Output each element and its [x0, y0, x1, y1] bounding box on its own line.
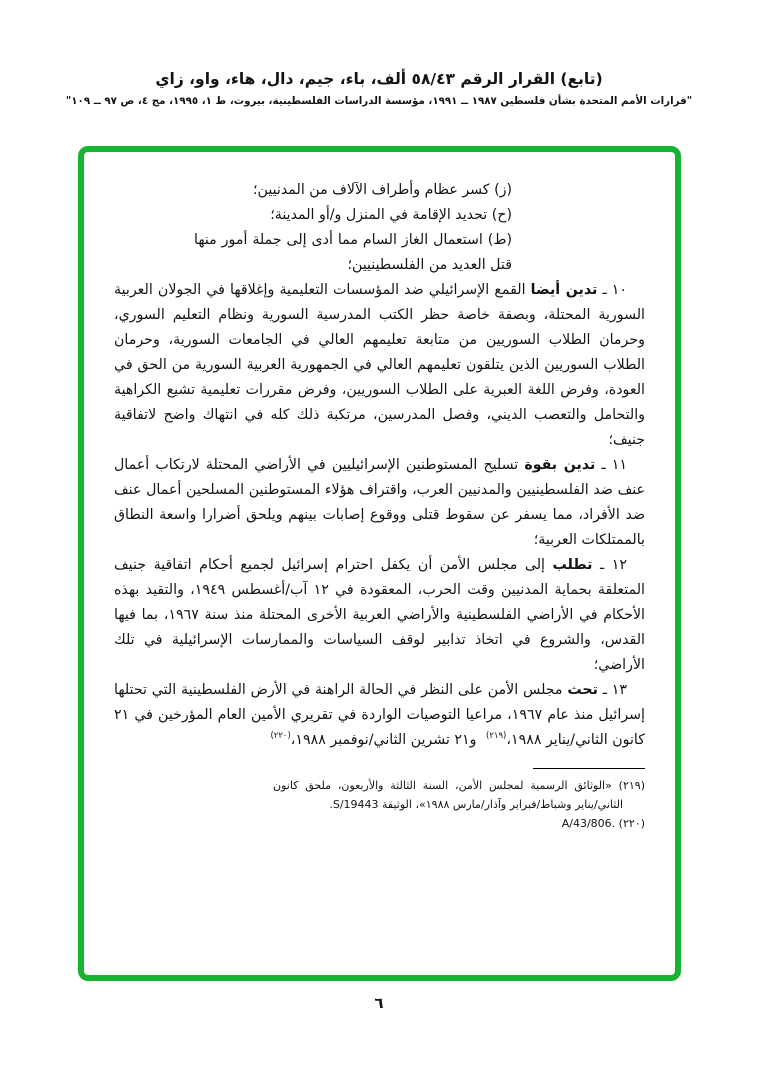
subitem-marker: (ط) — [487, 232, 512, 248]
footnotes-section — [273, 768, 645, 833]
paragraph-text-continued: و٢١ تشرين الثاني/نوفمبر ١٩٨٨، — [290, 732, 477, 748]
subitem-z — [194, 178, 512, 203]
paragraph-text: تسليح المستوطنين الإسرائيليين في الأراضي المحتلة لارتكاب أعمال عنف ضد الفلسطينيين والمدنيين العرب، واقتراف هؤلاء المستوطنين المسلحين أعمال عنف ضد الأفراد، مما يسفر عن سقوط قتلى ووقوع إصابات بينهم ويلحق أضرارا واسعة النطاق بالممتلكات العربية؛ — [114, 457, 645, 548]
footnote-marker: (٢٢٠) — [618, 817, 645, 830]
paragraph-lead: تدين أيضا — [530, 282, 598, 298]
footnote-separator — [533, 768, 645, 769]
paragraph-number: ١٠ ـ — [602, 282, 627, 298]
footnote-220 — [273, 814, 645, 833]
paragraph-13 — [114, 678, 645, 753]
subitem-marker: (ز) — [494, 182, 512, 198]
paragraph-number: ١٢ ـ — [600, 557, 627, 573]
footnote-text: A/43/806.‎ — [561, 817, 616, 830]
paragraph-12 — [114, 553, 645, 678]
footnote-text: «الوثائق الرسمية لمجلس الأمن، السنة الثالثة والأربعون، ملحق كانون الثاني/يناير وشباط/فبراير وآذار/مارس ١٩٨٨»، الوثيقة S/19443. — [273, 779, 623, 811]
paragraph-10 — [114, 278, 645, 453]
document-body — [84, 152, 675, 975]
document-header — [0, 70, 758, 107]
paragraph-number: ١١ ـ — [601, 457, 628, 473]
document-frame — [78, 146, 681, 981]
subitem-text: كسر عظام وأطراف الآلاف من المدنيين؛ — [253, 182, 490, 198]
subitem-text: تحديد الإقامة في المنزل و/أو المدينة؛ — [270, 207, 488, 223]
footnote-ref-220: (٢٢٠) — [270, 731, 291, 741]
subitem-list — [194, 178, 512, 278]
footnote-219 — [273, 776, 645, 814]
subitem-text: استعمال الغاز السام مما أدى إلى جملة أمور منها قتل العديد من الفلسطينيين؛ — [194, 232, 512, 273]
paragraph-lead: تدين بقوة — [524, 457, 596, 473]
paragraph-lead: تحث — [567, 682, 598, 698]
subitem-marker: (ح) — [491, 207, 512, 223]
subitem-t — [194, 228, 512, 278]
paragraph-11 — [114, 453, 645, 553]
footnote-ref-219: (٢١٩) — [486, 731, 507, 741]
page-number: ٦ — [374, 994, 384, 1012]
paragraph-lead: تطلب — [552, 557, 593, 573]
paragraph-text: إلى مجلس الأمن أن يكفل احترام إسرائيل لجميع أحكام اتفاقية جنيف المتعلقة بحماية المدنيين وقت الحرب، المعقودة في ١٢ آب/أغسطس ١٩٤٩، والتقيد بهذه الأحكام في الأراضي الفلسطينية والأراضي العربية الأخرى المحتلة منذ سنة ١٩٦٧، بما فيها القدس، والشروع في اتخاذ تدابير لوقف السياسات والممارسات الإسرائيلية في تلك الأراضي؛ — [114, 557, 646, 673]
subitem-h — [194, 203, 512, 228]
paragraph-text: القمع الإسرائيلي ضد المؤسسات التعليمية وإغلاقها في الجولان العربية السورية المحتلة، وبصفة خاصة حظر الكتب المدرسية السورية ونظام التعليم السوري، وحرمان الطلاب السوريين من متابعة تعليمهم العالي في الجامعات السورية، وحرمان الطلاب السوريين الذين يتلقون تعليمهم العالي في الجمهورية العربية السورية من الحق في العودة، وفرض اللغة العبرية على الطلاب السوريين، وفرض مقررات تعليمية تشيع الكراهية والتحامل والتعصب الديني، وفصل المدرسين، مرتكبة ذلك كله في انتهاك واضح لاتفاقية جنيف؛ — [114, 282, 645, 448]
source-citation: "قرارات الأمم المتحدة بشأن فلسطين ١٩٨٧ ــ ١٩٩١، مؤسسة الدراسات الفلسطينية، بيروت، ط ١، ١٩٩٥، مج ٤، ص ٩٧ ــ ١٠٩" — [65, 95, 693, 107]
footnote-marker: (٢١٩) — [618, 779, 645, 792]
resolution-title: (تابع) القرار الرقم ٥٨/٤٣ ألف، باء، جيم، دال، هاء، واو، زاي — [155, 70, 603, 88]
paragraph-text: مجلس الأمن على النظر في الحالة الراهنة في الأرض الفلسطينية التي تحتلها إسرائيل منذ عام ١٩٦٧، مراعيا التوصيات الواردة في تقريري الأمين العام المؤرخين في ٢١ كانون الثاني/يناير ١٩٨٨، — [114, 682, 645, 748]
paragraph-number: ١٣ ـ — [602, 682, 627, 698]
